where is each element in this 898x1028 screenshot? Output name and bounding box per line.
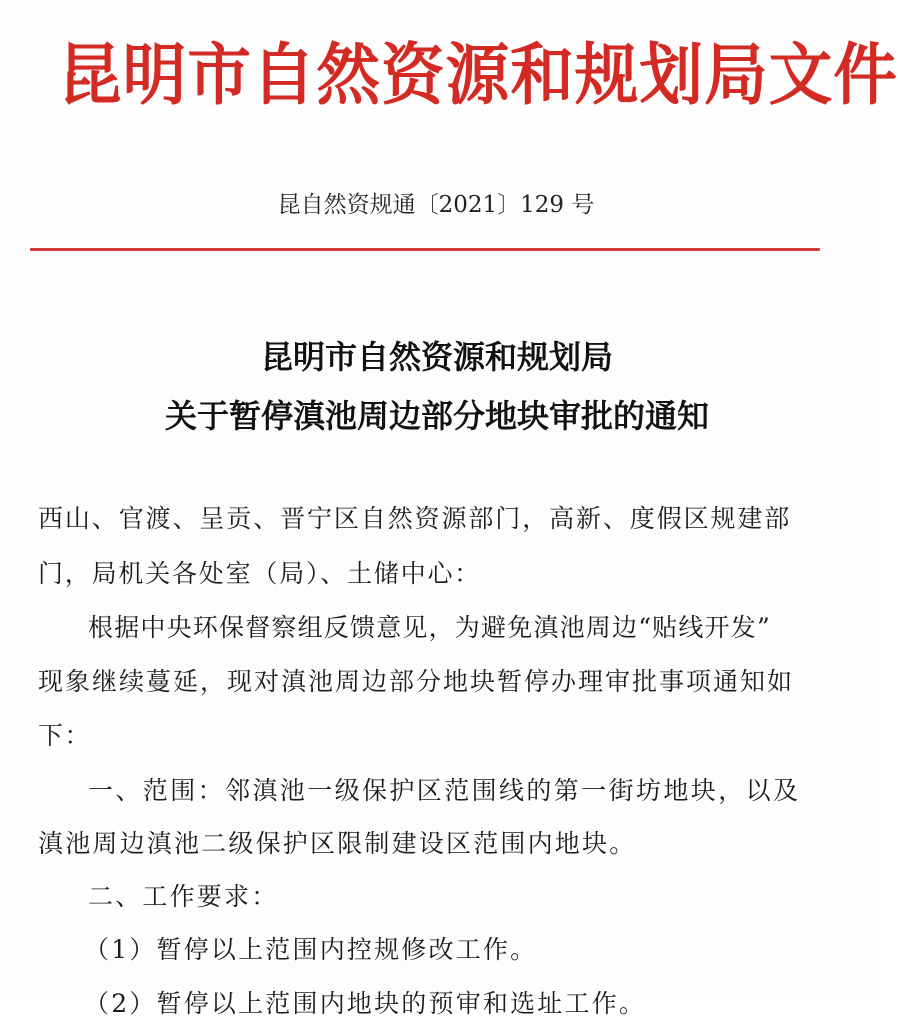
document-number: 昆自然资规通〔2021〕129 号 xyxy=(277,192,595,218)
red-divider xyxy=(30,248,820,251)
recipients-line-2: 门，局机关各处室（局）、土储中心： xyxy=(38,559,482,588)
requirement-item-1: （1）暂停以上范围内控规修改工作。 xyxy=(84,935,538,964)
paragraph-1-line-3: 下： xyxy=(38,721,92,750)
requirements-heading: 二、工作要求： xyxy=(88,882,279,911)
notice-title-line-2: 关于暂停滇池周边部分地块审批的通知 xyxy=(164,397,709,435)
issuer-header: 昆明市自然资源和规划局文件 xyxy=(58,35,898,114)
requirement-item-2: （2）暂停以上范围内地块的预审和选址工作。 xyxy=(84,989,647,1018)
recipients-line-1: 西山、官渡、呈贡、晋宁区自然资源部门，高新、度假区规建部 xyxy=(38,504,792,533)
paragraph-1-line-1: 根据中央环保督察组反馈意见，为避免滇池周边“贴线开发” xyxy=(88,613,771,642)
notice-title-line-1: 昆明市自然资源和规划局 xyxy=(260,338,613,376)
scope-line-2: 滇池周边滇池二级保护区限制建设区范围内地块。 xyxy=(38,829,637,858)
paragraph-1-line-2: 现象继续蔓延，现对滇池周边部分地块暂停办理审批事项通知如 xyxy=(38,667,795,696)
scope-line-1: 一、范围：邻滇池一级保护区范围线的第一街坊地块，以及 xyxy=(88,776,801,805)
